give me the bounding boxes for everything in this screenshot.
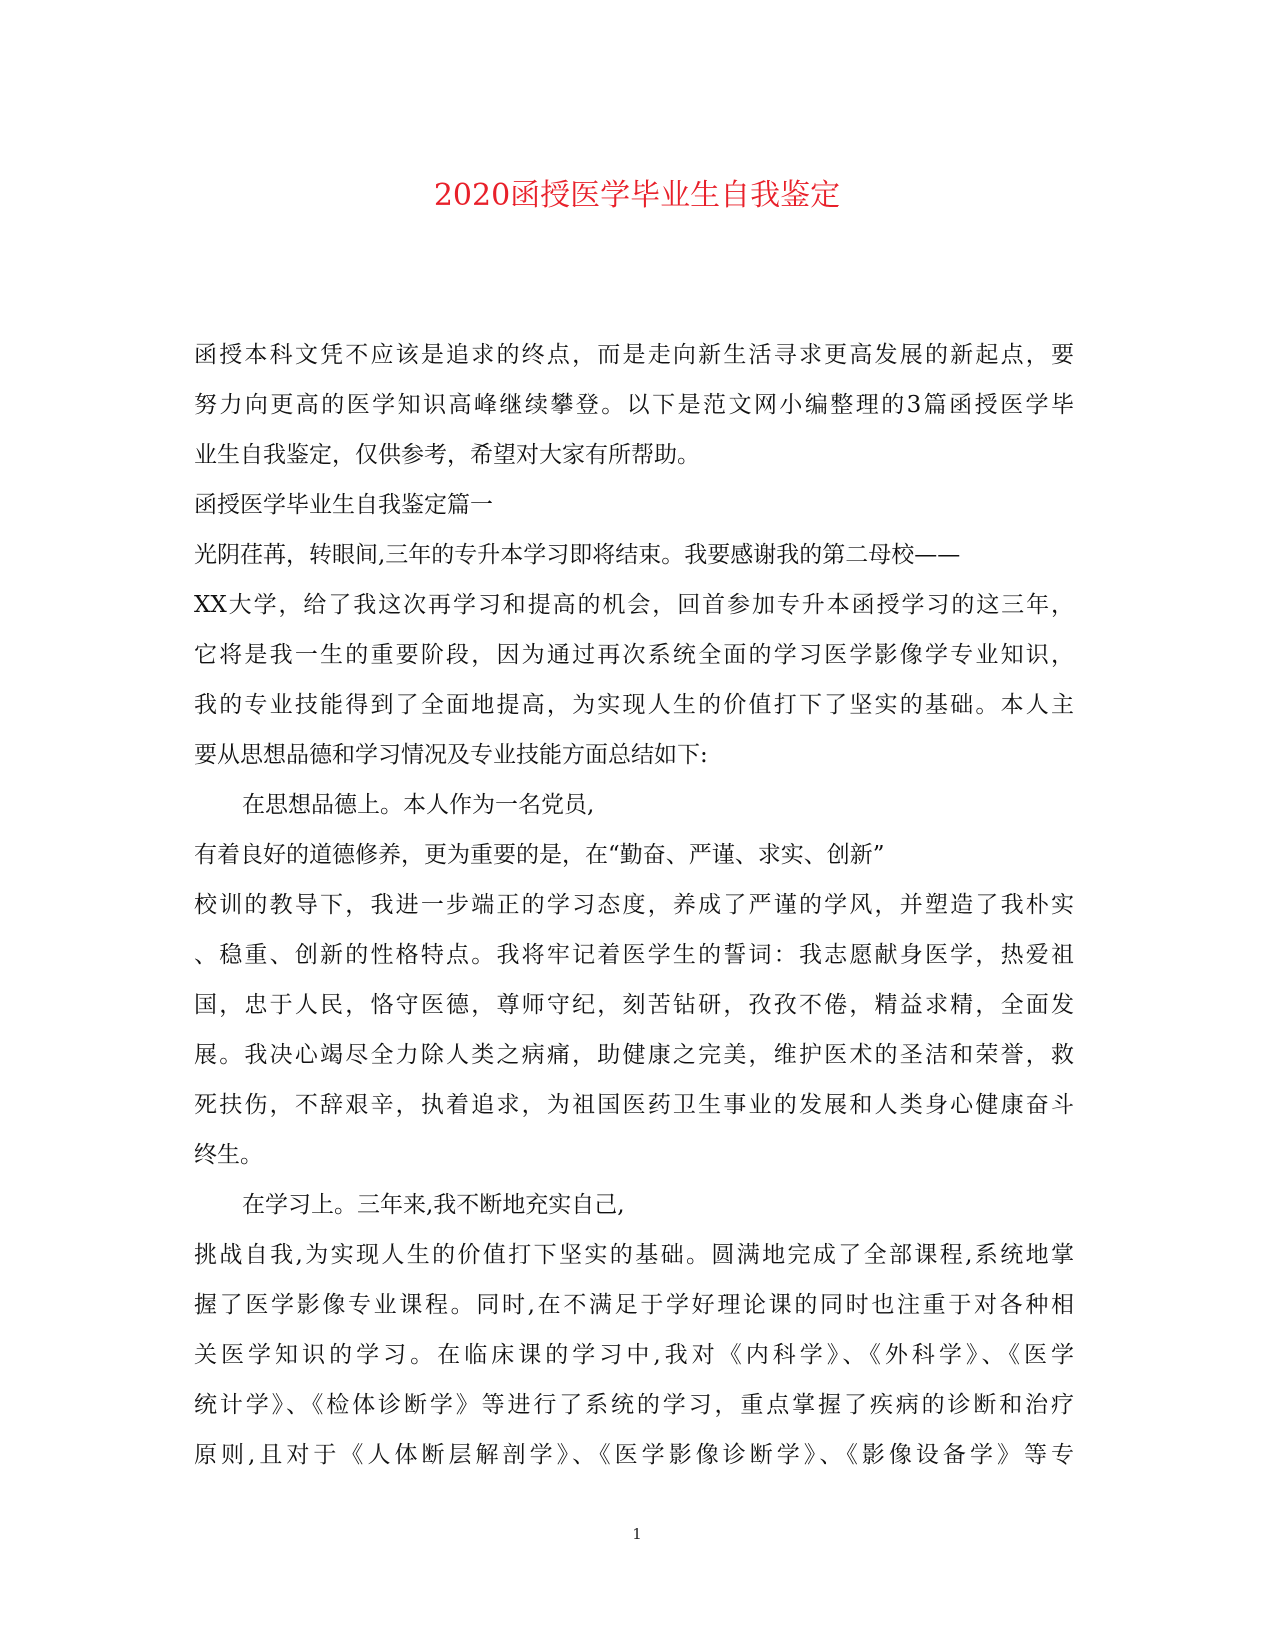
body-line: 校训的教导下，我进一步端正的学习态度，养成了严谨的学风，并塑造了我朴实 [194,892,1074,918]
body-line: 业生自我鉴定，仅供参考，希望对大家有所帮助。 [194,442,700,468]
body-line: 函授本科文凭不应该是追求的终点，而是走向新生活寻求更高发展的新起点，要 [194,342,1074,368]
body-line: 光阴荏苒，转眼间,三年的专升本学习即将结束。我要感谢我的第二母校—— [194,542,961,568]
body-line: 、稳重、创新的性格特点。我将牢记着医学生的誓词：我志愿献身医学，热爱祖 [194,942,1074,968]
section-heading: 函授医学毕业生自我鉴定篇一 [194,492,493,518]
document-title: 2020函授医学毕业生自我鉴定 [433,178,841,213]
page-number: 1 [632,1525,642,1543]
body-line: 关医学知识的学习。在临床课的学习中,我对《内科学》、《外科学》、《医学 [194,1342,1074,1368]
body-line: 展。我决心竭尽全力除人类之病痛，助健康之完美，维护医术的圣洁和荣誉，救 [194,1042,1074,1068]
body-line: 努力向更高的医学知识高峰继续攀登。以下是范文网小编整理的3篇函授医学毕 [194,392,1074,418]
body-line: 在思想品德上。本人作为一名党员, [242,792,595,818]
document-body [194,330,1074,1480]
body-line: 统计学》、《检体诊断学》等进行了系统的学习，重点掌握了疾病的诊断和治疗 [194,1392,1074,1418]
body-line: 要从思想品德和学习情况及专业技能方面总结如下: [194,742,708,768]
body-line: 国，忠于人民，恪守医德，尊师守纪，刻苦钻研，孜孜不倦，精益求精，全面发 [194,992,1074,1018]
body-line: 我的专业技能得到了全面地提高，为实现人生的价值打下了坚实的基础。本人主 [194,692,1074,718]
body-line: 在学习上。三年来,我不断地充实自己, [242,1192,625,1218]
body-line: 终生。 [194,1142,263,1168]
body-line: 握了医学影像专业课程。同时,在不满足于学好理论课的同时也注重于对各种相 [194,1292,1074,1318]
body-line: 它将是我一生的重要阶段，因为通过再次系统全面的学习医学影像学专业知识， [194,642,1074,668]
body-line: 挑战自我,为实现人生的价值打下坚实的基础。圆满地完成了全部课程,系统地掌 [194,1242,1074,1268]
body-line: 有着良好的道德修养，更为重要的是，在“勤奋、严谨、求实、创新” [194,842,885,868]
body-line: 原则,且对于《人体断层解剖学》、《医学影像诊断学》、《影像设备学》等专 [194,1442,1074,1468]
body-line: XX大学，给了我这次再学习和提高的机会，回首参加专升本函授学习的这三年， [194,592,1074,618]
body-line: 死扶伤，不辞艰辛，执着追求，为祖国医药卫生事业的发展和人类身心健康奋斗 [194,1092,1074,1118]
